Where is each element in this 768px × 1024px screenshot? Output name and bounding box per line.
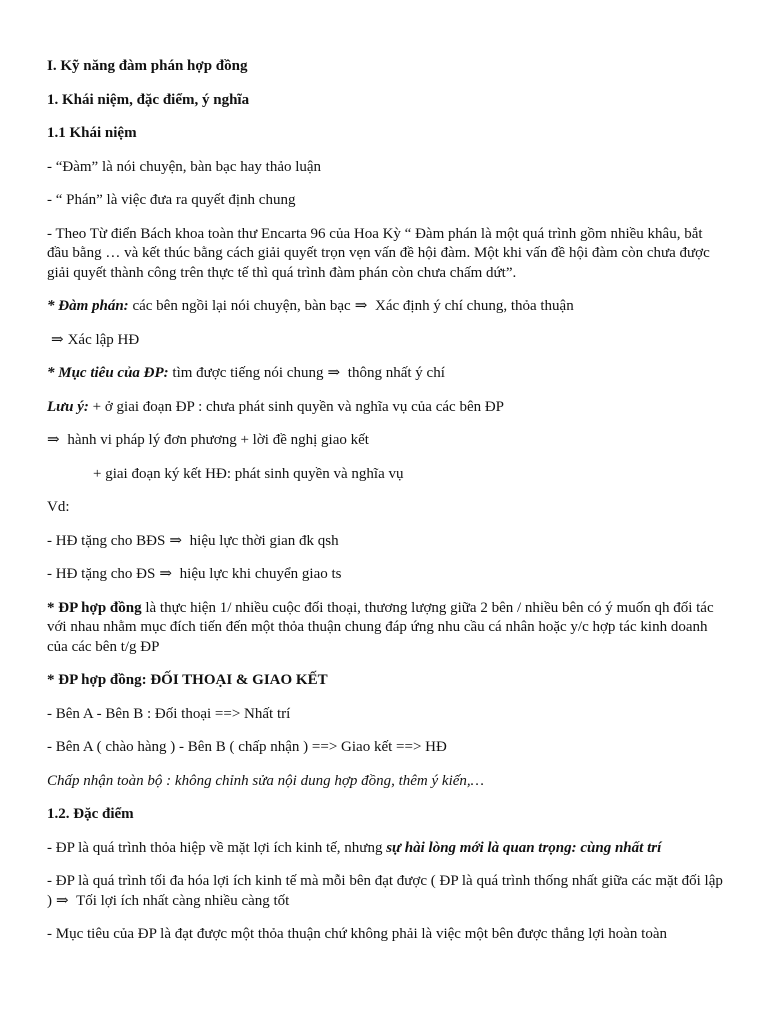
ben-a-b-line-2: - Bên A ( chào hàng ) - Bên B ( chấp nhận ) ==> Giao kết ==> HĐ	[47, 739, 447, 755]
arrow-icon: ⇒	[169, 532, 182, 549]
arrow-icon: ⇒	[159, 566, 172, 582]
ben-a-b-line: - Bên A - Bên B : Đối thoại ==> Nhất trí	[47, 705, 291, 722]
definition-dam: - “Đàm” là nói chuyện, bàn bạc hay thảo luận	[47, 158, 322, 175]
dac-diem-1: - ĐP là quá trình thỏa hiệp về mặt lợi ích kinh tế, nhưng sự hài lòng mới là quan trọng: cùng nhất trí	[47, 839, 662, 856]
document-page	[47, 57, 727, 959]
arrow-icon: ⇒	[354, 298, 368, 314]
luu-y-paragraph: Lưu ý: + ở giai đoạn ĐP : chưa phát sinh quyền và nghĩa vụ của các bên ĐP	[47, 398, 505, 415]
dp-hop-dong-definition: * ĐP hợp đồng là thực hiện 1/ nhiều cuộc đối thoại, thương lượng giữa 2 bên / nhiều bên có ý muốn qh đối tác với nhau nhằm mục đích tiến đến một thỏa thuận chung đáp ứng nhu cầu cá nhân hoặc y/c hợp tác kinh doanh của các bên t/g ĐP	[47, 599, 714, 655]
giai-doan-ky-line: + giai đoạn ký kết HĐ: phát sinh quyền và nghĩa vụ	[93, 465, 404, 482]
section-heading-1-1: 1.1 Khái niệm	[47, 125, 137, 141]
section-heading-1-2: 1.2. Đặc điểm	[47, 806, 134, 822]
section-heading-main: I. Kỹ năng đàm phán hợp đồng	[47, 58, 248, 74]
vd-label: Vd:	[47, 499, 70, 515]
section-heading-1: 1. Khái niệm, đặc điểm, ý nghĩa	[47, 91, 250, 108]
dac-diem-3: - Mục tiêu của ĐP là đạt được một thỏa thuận chứ không phải là việc một bên được thắng lợi hoàn toàn	[47, 926, 667, 942]
xac-lap-line: ⇒ Xác lập HĐ	[47, 331, 727, 351]
dam-phan-paragraph: * Đàm phán: các bên ngồi lại nói chuyện, bàn bạc ⇒ Xác định ý chí chung, thỏa thuận	[47, 297, 727, 317]
example-line-1: - HĐ tặng cho BĐS ⇒ hiệu lực thời gian đk qsh	[47, 532, 727, 552]
arrow-icon: ⇒	[327, 365, 341, 381]
dp-hop-dong-heading: * ĐP hợp đồng: ĐỐI THOẠI & GIAO KẾT	[47, 672, 328, 688]
arrow-icon: ⇒	[51, 331, 64, 348]
muc-tieu-paragraph: * Mục tiêu của ĐP: tìm được tiếng nói chung ⇒ thông nhất ý chí	[47, 364, 727, 384]
chap-nhan-note: Chấp nhận toàn bộ : không chỉnh sửa nội dung hợp đồng, thêm ý kiến,…	[47, 772, 484, 789]
arrow-icon: ⇒	[47, 432, 60, 448]
arrow-icon: ⇒	[56, 892, 69, 909]
dac-diem-2: - ĐP là quá trình tối đa hóa lợi ích kinh tế mà mỗi bên đạt được ( ĐP là quá trình thống nhất giữa các mặt đối lập ) ⇒ Tối lợi ích nhất càng nhiều càng tốt	[47, 872, 727, 911]
hanh-vi-line: ⇒ hành vi pháp lý đơn phương + lời đề nghị giao kết	[47, 431, 727, 451]
encarta-definition: - Theo Từ điển Bách khoa toàn thư Encarta 96 của Hoa Kỳ “ Đàm phán là một quá trình gồm nhiều khâu, bắt đầu bằng … và kết thúc bằng cách giải quyết trọn vẹn vấn đề hội đàm. Một khi vấn đề hội đàm còn chưa được giải quyết thành công trên thực tế thì quá trình đàm phán còn chưa chấm dứt”.	[47, 225, 710, 281]
definition-phan: - “ Phán” là việc đưa ra quyết định chung	[47, 192, 296, 208]
example-line-2: - HĐ tặng cho ĐS ⇒ hiệu lực khi chuyển giao ts	[47, 565, 727, 585]
